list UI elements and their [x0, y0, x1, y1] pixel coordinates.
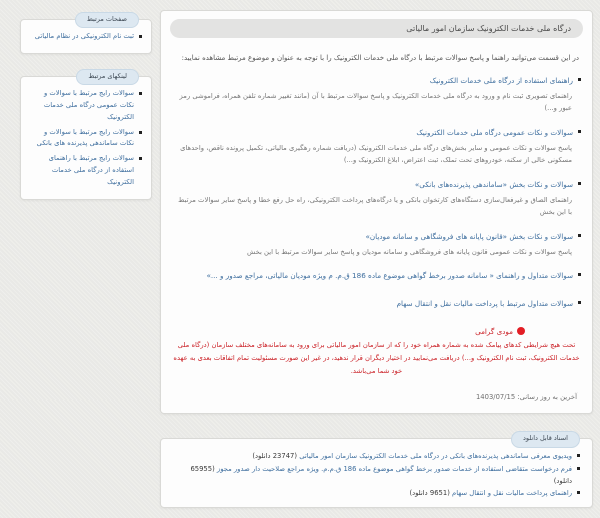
notice-body: تحت هیچ شرایطی کدهای پیامک شده به شماره همراه خود را که از سازمان امور مالیاتی برای ورود به سامانه‌های مختلف سازمان (درگاه ملی خدمات الکترونیک، ثبت نام الکترونیک و...) دریافت می‌نمایید در اختیار دیگران قرار ندهید، در غیر این صورت مسئولیت تمام اتفاقات بعدی به عهده خود شما می‌باشد. — [173, 340, 580, 375]
topic-link[interactable]: سوالات و نکات بخش «قانون پایانه های فروشگاهی و سامانه مودیان» — [365, 231, 573, 241]
topic-link-row — [172, 299, 581, 310]
related-pages-panel — [20, 15, 152, 54]
download-count: (9651 دانلود) — [409, 489, 450, 498]
bullet-icon — [577, 454, 580, 457]
notice-title-row — [172, 327, 525, 336]
topic-link[interactable]: سوالات متداول مرتبط با پرداخت مالیات نقل و انتقال سهام — [396, 298, 573, 308]
alert-dot-icon — [517, 327, 525, 335]
topic-link-row — [172, 232, 581, 243]
topic-description: راهنمای تصویری ثبت نام و ورود به درگاه ملی خدمات الکترونیک و پاسخ سوالات مرتبط با آن (مانند تغییر شماره تلفن همراه، فراموشی رمز عبور و...) — [179, 91, 572, 113]
download-item: ویدیوی معرفی ساماندهی پذیرنده‌های بانکی در درگاه ملی خدمات الکترونیک سازمان امور مالیاتی‌ (23747 دانلود) — [173, 450, 580, 462]
download-link[interactable]: ویدیوی معرفی ساماندهی پذیرنده‌های بانکی در درگاه ملی خدمات الکترونیک سازمان امور مالیاتی — [299, 452, 572, 461]
sidebar-item-faq-bank-acceptors — [30, 127, 142, 151]
notice-title: مودی گرامی — [475, 326, 513, 336]
sidebar-link[interactable]: سوالات رایج مرتبط با سوالات و نکات ساماندهی پذیرنده های بانکی — [36, 127, 134, 148]
download-item: راهنمای پرداخت مالیات نقل و انتقال سهام‌ (9651 دانلود) — [173, 487, 580, 499]
topic-description: پاسخ سوالات و نکات عمومی و سایر بخش‌های درگاه ملی خدمات الکترونیک (دریافت شماره رهگیری مالیاتی، تکمیل پرونده ناقص، واحدهای مسکونی خالی از سکنه، خودروهای تحت تملک، ثبت اعتراض، ابلاغ الکترونیک و...) — [180, 143, 572, 165]
related-pages-list — [30, 31, 142, 43]
main-column — [160, 10, 593, 518]
download-link[interactable]: راهنمای پرداخت مالیات نقل و انتقال سهام — [452, 489, 572, 498]
topic-link[interactable]: سوالات و نکات بخش «ساماندهی پذیرنده‌های بانکی» — [414, 179, 573, 189]
taxpayer-warning-notice — [172, 327, 581, 378]
download-count: (23747 دانلود) — [252, 452, 298, 461]
sidebar-item-faq-portal-guide — [30, 153, 142, 189]
download-count: (65955 دانلود) — [190, 464, 572, 485]
topic-section-share-transfer — [172, 299, 581, 310]
bullet-icon — [578, 130, 581, 133]
bullet-icon — [578, 182, 581, 185]
topic-link-row — [172, 76, 581, 87]
bullet-icon — [578, 273, 581, 276]
topic-link-row — [172, 180, 581, 191]
sidebar-item-e-registration — [30, 31, 142, 43]
related-links-title: لینکهای مرتبط — [76, 69, 139, 85]
topic-section-general — [172, 128, 581, 167]
topic-section-article-186 — [172, 271, 581, 282]
topic-link-row — [172, 271, 581, 282]
sidebar-item-faq-general — [30, 88, 142, 124]
bullet-icon — [139, 92, 142, 95]
bullet-icon — [139, 131, 142, 134]
downloads-panel — [160, 434, 593, 508]
topic-link[interactable]: سوالات و نکات عمومی درگاه ملی خدمات الکترونیک — [416, 127, 573, 137]
sidebar-link[interactable]: سوالات رایج مرتبط با راهنمای استفاده از درگاه ملی خدمات الکترونیک — [48, 154, 134, 187]
bullet-icon — [577, 491, 580, 494]
last-update-label: آخرین به روز رسانی: 1403/07/15 — [475, 393, 577, 402]
topic-section-bank-terminals — [172, 180, 581, 219]
download-link[interactable]: فرم درخواست متقاضی استفاده از خدمات صدور برخط گواهی موضوع ماده 186 ق.م.م. ویژه مراجع صلاحیت دار صدور مجوز — [216, 464, 572, 473]
topic-link[interactable]: سوالات متداول و راهنمای « سامانه صدور برخط گواهی موضوع ماده 186 ق.م. م ویژه مودیان مالیاتی، مراجع صدور و ...» — [206, 271, 573, 281]
intro-text: در این قسمت می‌توانید راهنما و پاسخ سوالات مرتبط با درگاه ملی خدمات الکترونیک را با توجه به عنوان و موضوع مرتبط مشاهده نمایید: — [181, 54, 579, 62]
bullet-icon — [578, 78, 581, 81]
topic-link-row — [172, 128, 581, 139]
downloads-list — [173, 450, 580, 499]
sidebar-link[interactable]: سوالات رایج مرتبط با سوالات و نکات عمومی درگاه ملی خدمات الکترونیک — [43, 88, 134, 121]
topic-section-guide — [172, 76, 581, 115]
downloads-panel-title: اسناد قابل دانلود — [511, 431, 580, 447]
bullet-icon — [577, 467, 580, 470]
download-item: فرم درخواست متقاضی استفاده از خدمات صدور برخط گواهی موضوع ماده 186 ق.م.م. ویژه مراجع صلاحیت دار صدور مجوز‌ (65955 دانلود) — [173, 463, 580, 487]
bullet-icon — [139, 35, 142, 38]
topic-link[interactable]: راهنمای استفاده از درگاه ملی خدمات الکترونیک — [429, 76, 573, 85]
sidebar-link[interactable]: ثبت نام الکترونیکی در نظام مالیاتی — [34, 32, 134, 40]
related-links-list — [30, 88, 142, 189]
related-pages-title: صفحات مرتبط — [75, 12, 139, 28]
topic-section-pos-law — [172, 232, 581, 258]
bullet-icon — [578, 234, 581, 237]
bullet-icon — [578, 301, 581, 304]
bullet-icon — [139, 157, 142, 160]
page-title: درگاه ملی خدمات الکترونیک سازمان امور مالیاتی — [170, 19, 583, 38]
topic-description: پاسخ سوالات و نکات عمومی قانون پایانه های فروشگاهی و سامانه مودیان و پاسخ سایر سوالات مرتبط با این بخش — [246, 247, 572, 256]
related-links-panel — [20, 71, 152, 200]
sidebar — [20, 10, 152, 213]
main-content-panel — [160, 10, 593, 414]
topic-description: راهنمای الصاق و غیرفعال‌سازی دستگاه‌های کارتخوان بانکی و یا درگاه‌های پرداخت الکترونیکی، راه حل رفع خطا و پاسخ سایر سوالات مرتبط با این بخش — [178, 195, 572, 217]
